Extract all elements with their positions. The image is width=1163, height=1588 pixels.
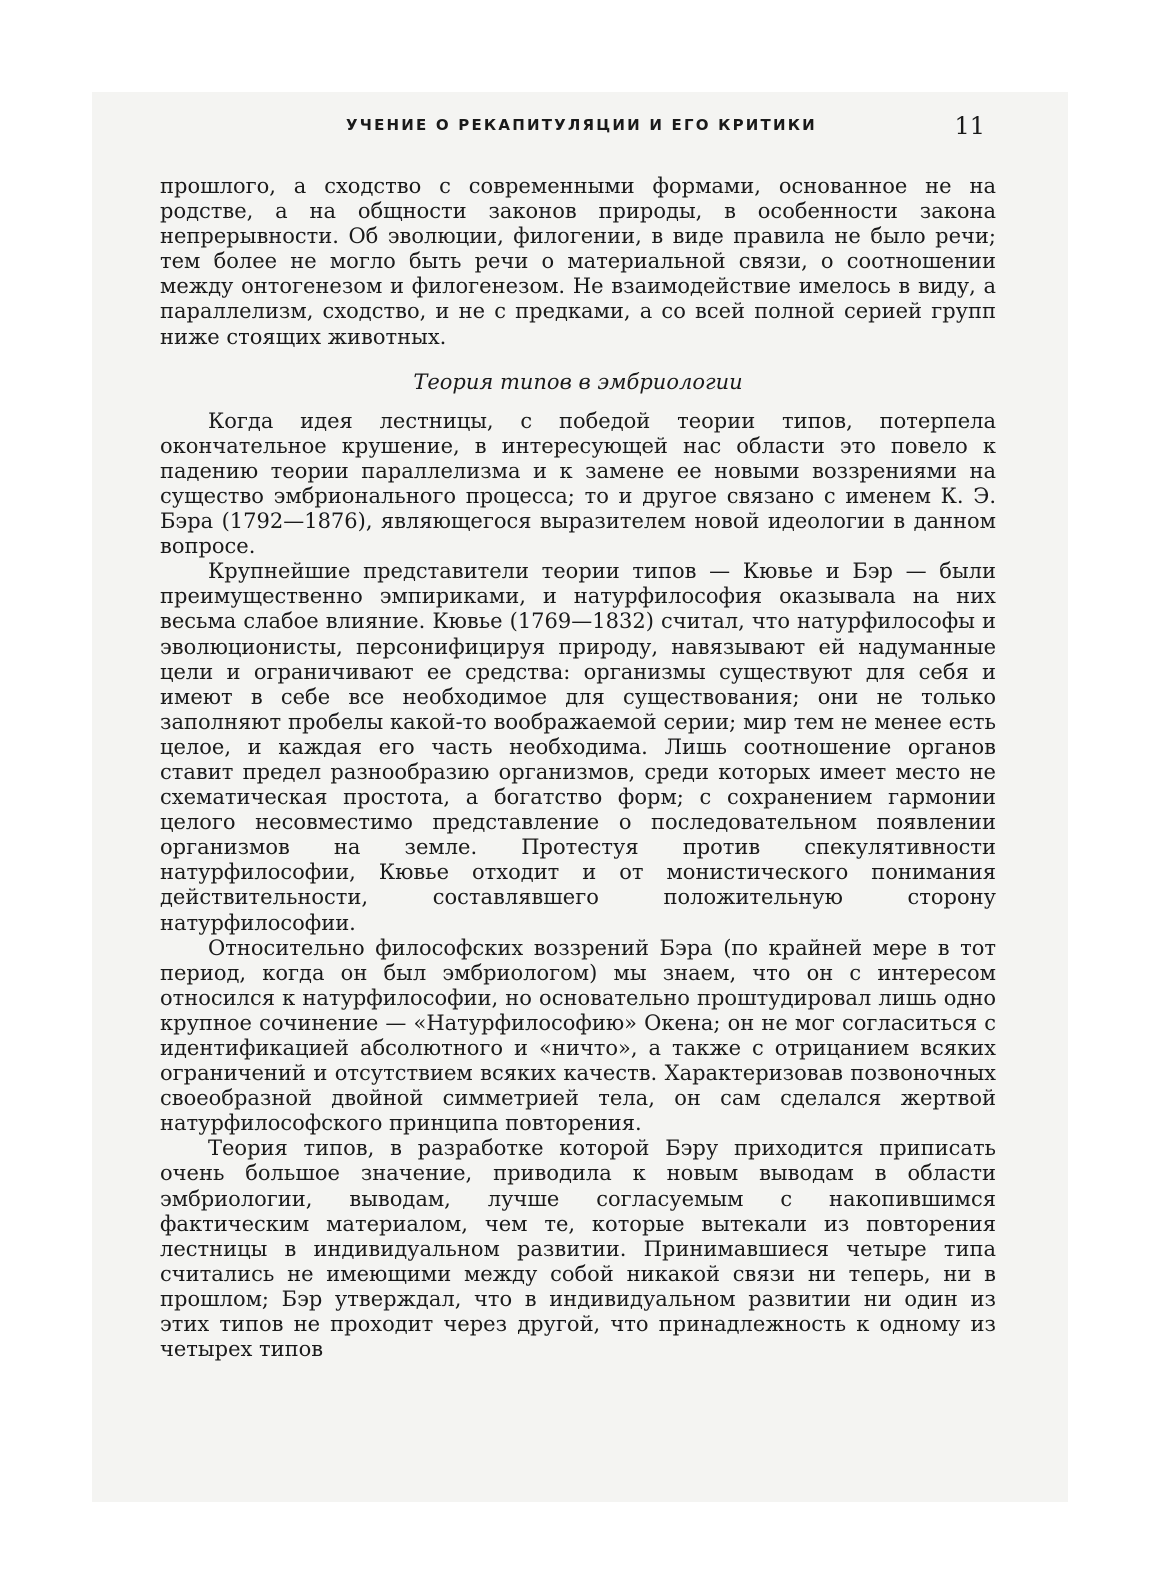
paragraph-cuvier: Крупнейшие представители теории типов — Кювье и Бэр — были преимущественно эмпириками, и натурфилософия оказывала на них весьма слабое влияние. Кювье (1769—1832) считал, что натурфилософы и эволюционисты, персонифицируя природу, навязывают ей надуманные цели и ограничивают ее средства: организмы существуют для себя и имеют в себе все необходимое для существования; они не только заполняют пробелы какой-то воображаемой серии; мир тем не менее есть целое, и каждая его часть необходима. Лишь соотношение органов ставит предел разнообразию организмов, среди которых имеет место не схематическая простота, а богатство форм; с сохранением гармонии целого несовместимо представление о последовательном появлении организмов на земле. Протестуя против спекулятивности натурфилософии, Кювье отходит и от монистического понимания действительности, составлявшего положительную сторону натурфилософии. (160, 559, 996, 935)
paragraph-continuation: прошлого, а сходство с современными формами, основанное не на родстве, а на общности законов природы, в особенности закона непрерывности. Об эволюции, филогении, в виде правила не было речи; тем более не могло быть речи о материальной связи, о соотношении между онтогенезом и филогенезом. Не взаимодействие имелось в виду, а параллелизм, сходство, и не с предками, а со всей полной серией групп ниже стоящих животных. (160, 174, 996, 349)
paragraph-type-theory: Теория типов, в разработке которой Бэру приходится приписать очень большое значение, приводила к новым выводам в области эмбриологии, выводам, лучше согласуемым с накопившимся фактическим материалом, чем те, которые вытекали из повторения лестницы в индивидуальном развитии. Принимавшиеся четыре типа считались не имеющими между собой никакой связи ни теперь, ни в прошлом; Бэр утверждал, что в индивидуальном развитии ни один из этих типов не проходит через другой, что принадлежность к одному из четырех типов (160, 1136, 996, 1362)
running-title: УЧЕНИЕ О РЕКАПИТУЛЯЦИИ И ЕГО КРИТИКИ (346, 116, 817, 134)
section-heading: Теория типов в эмбриологии (413, 369, 743, 394)
paragraph-ladder-idea: Когда идея лестницы, с победой теории типов, потерпела окончательное крушение, в интересующей нас области это повело к падению теории параллелизма и к замене ее новыми воззрениями на существо эмбрионального процесса; то и другое связано с именем К. Э. Бэра (1792—1876), являющегося выразителем новой идеологии в данном вопросе. (160, 408, 996, 559)
body-text (160, 174, 996, 1362)
paragraph-baer-philosophy: Относительно философских воззрений Бэра (по крайней мере в тот период, когда он был эмбриологом) мы знаем, что он с интересом относился к натурфилософии, но основательно проштудировал лишь одно крупное сочинение — «Натурфилософию» Окена; он не мог согласиться с идентификацией абсолютного и «ничто», а также с отрицанием всяких ограничений и отсутствием всяких качеств. Характеризовав позвоночных своеобразной двойной симметрией тела, он сам сделался жертвой натурфилософского принципа повторения. (160, 935, 996, 1136)
page-header (160, 112, 1015, 148)
page-number: 11 (954, 112, 985, 140)
